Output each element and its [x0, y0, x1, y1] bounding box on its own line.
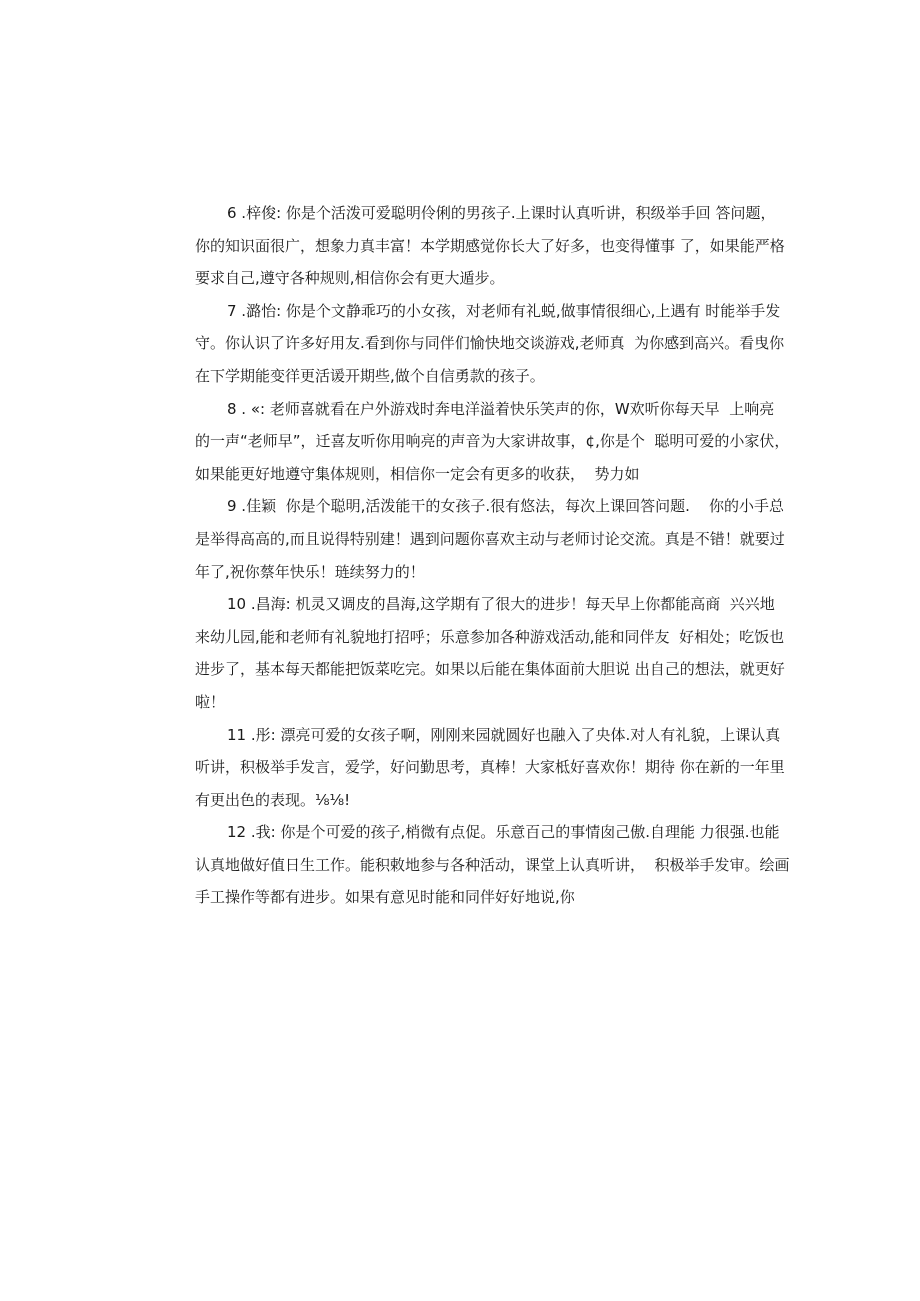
paragraph-line: 12 .我: 你是个可爱的孩子,梢微有点促。乐意百己的事情囱己傲.自理能 力很强.也能 [227, 823, 780, 842]
paragraph-line: 的一声“老师早”，迁喜友听你用响亮的声音为大家讲故事，¢,你是个 聪明可爱的小家伏， [195, 432, 790, 451]
paragraph-7 [163, 295, 785, 393]
paragraph-line: 守。你认识了许多好用友.看到你与同伴们愉快地交谈游戏,老师真 为你感到高兴。看曳你 [195, 334, 785, 353]
paragraph-line: 7 .潞怡: 你是个文静乖巧的小女孩，对老师有礼蜕,做事情很细心,上遇有 时能举手发 [227, 301, 781, 320]
paragraph-11 [163, 719, 785, 817]
paragraph-line: 来幼儿园,能和老师有礼貌地打招呼；乐意参加各种游戏活动,能和同伴友 好相处；吃饭也 [195, 627, 785, 646]
paragraph-line: 是举得高高的,而且说得特别建！遇到问题你喜欢主动与老师讨论交流。真是不错！就要过 [195, 529, 785, 548]
paragraph-line: 要求自己,遵守各种规则,相信你会有更大遁步。 [195, 269, 505, 288]
paragraph-line: 8 . «: 老师喜就看在户外游戏时奔电洋溢着快乐笑声的你，W欢听你每天早 上响亮 [227, 399, 775, 418]
paragraph-line: 9 .佳颖 你是个聪明,活泼能干的女孩子.很有悠法，每次上课回答问题. 你的小手总 [227, 497, 784, 516]
paragraph-line: 年了,祝你蔡年快乐！琏续努力的！ [195, 562, 425, 581]
paragraph-line: 有更出色的表现。⅛⅛! [195, 790, 351, 809]
paragraph-line: 听讲，积极举手发言，爱学，好问勤思考，真棒！大家柢好喜欢你！期待 你在新的一年里 [195, 758, 785, 777]
paragraph-line: 你的知识面很广，想象力真丰富！本学期感觉你长大了好多，也变得懂事 了，如果能严格 [195, 236, 785, 255]
paragraph-6 [163, 197, 785, 295]
paragraph-line: 10 .昌海: 机灵又调皮的昌海,这学期有了很大的进步！每天早上你都能高商 兴兴地 [227, 595, 775, 614]
paragraph-line: 在下学期能变徉更活谖开期些,做个自信勇款的孩子。 [195, 366, 545, 385]
paragraph-line: 11 .彤: 漂亮可爱的女孩子啊，刚刚来园就圆好也融入了央体.对人有礼貌，上课认真 [227, 725, 781, 744]
paragraph-line: 手工操作等都有进步。如果有意见时能和同伴好好地说,你 [195, 888, 575, 907]
paragraph-9 [163, 490, 785, 588]
paragraph-12 [163, 816, 790, 914]
paragraph-line: 如果能更好地遵守集体规则，相信你一定会有更多的收获， 势力如 [195, 464, 640, 483]
paragraph-line: 啦！ [195, 692, 226, 711]
paragraph-line: 进步了，基本每天都能把饭菜吃完。如果以后能在集体面前大胆说 出自己的想法，就更好 [195, 660, 785, 679]
paragraph-10 [163, 588, 785, 718]
document-body [163, 197, 790, 914]
paragraph-line: 认真地做好值日生工作。能积敕地参与各种活动，课堂上认真听讲， 积极举手发审。绘画 [195, 855, 790, 874]
paragraph-line: 6 .梓俊: 你是个活泼可爱聪明伶俐的男孩子.上课时认真听讲，积级举手回 答问题， [227, 204, 776, 222]
paragraph-8 [163, 393, 790, 491]
